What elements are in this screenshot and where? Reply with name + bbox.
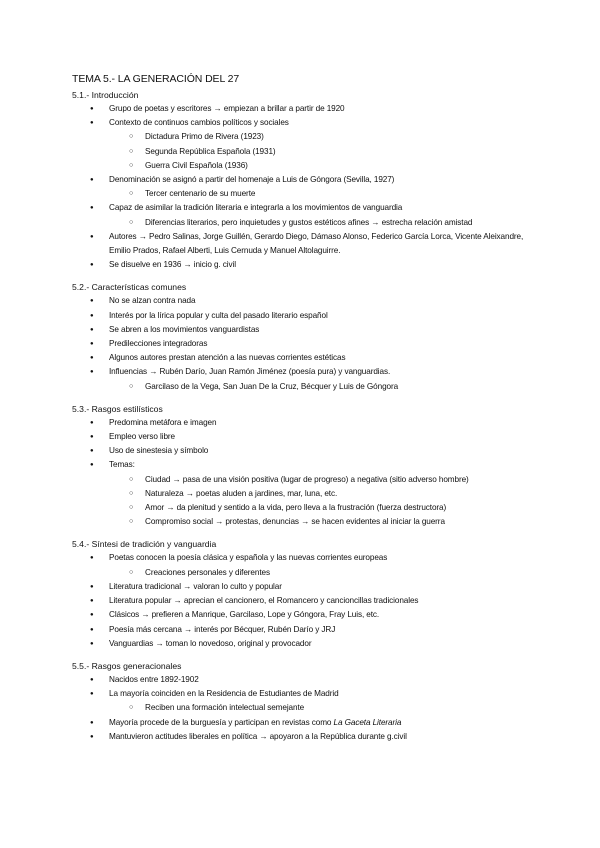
list-item [72, 637, 532, 651]
section-heading: 5.5.- Rasgos generacionales [72, 660, 182, 671]
list-item [72, 687, 532, 701]
list-item-text: Predilecciones integradoras [109, 339, 208, 349]
section-3 [72, 403, 532, 530]
list-item-text: Segunda República Española (1931) [145, 146, 276, 156]
list-item [72, 173, 532, 187]
bullet-list [72, 102, 532, 272]
list-item-text: Amor → da plenitud y sentido a la vida, pero lleva a la frustración (fuerza destructora) [145, 503, 447, 513]
bullet-list [72, 551, 532, 650]
list-item [72, 608, 532, 622]
list-item-text: Reciben una formación intelectual semejante [145, 703, 305, 713]
list-item-text: Autores → Pedro Salinas, Jorge Guillén, Gerardo Diego, Dámaso Alonso, Federico García Lorca, Vicente Aleixandre, Emilio Prados, Rafael Alberti, Luis Cernuda y Manuel Altolaguirre. [109, 231, 524, 256]
list-item-text: Se abren a los movimientos vanguardistas [109, 324, 260, 334]
list-item-text: Predomina metáfora e imagen [109, 417, 217, 427]
list-item-text: Poesía más cercana → interés por Bécquer, Rubén Darío y JRJ [109, 624, 336, 634]
section-heading: 5.1.- Introducción [72, 90, 139, 100]
list-item-text: Dictadura Primo de Rivera (1923) [145, 132, 264, 142]
list-item [72, 430, 532, 444]
section-heading: 5.2.- Características comunes [72, 282, 187, 293]
list-item-text: Literatura popular → aprecian el cancionero, el Romancero y cancioncillas tradicionales [109, 596, 419, 606]
list-item [72, 365, 532, 379]
list-item-text: Capaz de asimilar la tradición literaria e integrarla a los movimientos de vanguardia [109, 203, 403, 213]
sub-list-item [72, 501, 532, 515]
section-1 [72, 89, 532, 272]
section-5 [72, 660, 532, 744]
list-item-text: Interés por la lírica popular y culta del pasado literario español [109, 310, 328, 320]
list-item-text: Literatura tradicional → valoran lo culto y popular [109, 581, 282, 591]
list-item [72, 551, 532, 565]
list-item-text: Compromiso social → protestas, denuncias → se hacen evidentes al iniciar la guerra [145, 517, 445, 527]
list-item-text: Tercer centenario de su muerte [145, 189, 256, 199]
list-item-text: Influencias → Rubén Darío, Juan Ramón Jiménez (poesía pura) y vanguardias. [109, 367, 391, 377]
sub-list-item [72, 130, 532, 144]
list-item [72, 580, 532, 594]
list-item [72, 102, 532, 116]
list-item-text: Naturaleza → poetas aluden a jardines, mar, luna, etc. [145, 488, 338, 498]
list-item-text: Mantuvieron actitudes liberales en política → apoyaron a la República durante g.civil [109, 731, 407, 741]
list-item-text: Se disuelve en 1936 → inicio g. civil [109, 260, 236, 270]
list-item-text: Uso de sinestesia y símbolo [109, 446, 209, 456]
list-item [72, 623, 532, 637]
list-item-text: Guerra Civil Española (1936) [145, 160, 248, 170]
list-item [72, 116, 532, 130]
list-item [72, 594, 532, 608]
list-item-text: Creaciones personales y diferentes [145, 567, 270, 577]
list-item-text: Ciudad → pasa de una visión positiva (lugar de progreso) a negativa (sitio adverso hombre) [145, 474, 469, 484]
list-item [72, 416, 532, 430]
list-item [72, 337, 532, 351]
section-heading: 5.4.- Síntesi de tradición y vanguardia [72, 539, 217, 550]
list-item-text: Grupo de poetas y escritores → empiezan a brillar a partir de 1920 [109, 104, 345, 113]
bullet-list [72, 416, 532, 530]
list-item [72, 201, 532, 215]
list-item-text: Mayoría procede de la burguesía y participan en revistas como [109, 717, 334, 727]
list-item [72, 351, 532, 365]
list-item-text: No se alzan contra nada [109, 296, 196, 306]
document-title: TEMA 5.- LA GENERACIÓN DEL 27 [72, 73, 240, 85]
sub-list-item [72, 473, 532, 487]
list-item-text: Denominación se asignó a partir del homenaje a Luis de Góngora (Sevilla, 1927) [109, 175, 395, 185]
bullet-list [72, 673, 532, 744]
list-item [72, 323, 532, 337]
section-4 [72, 538, 532, 650]
list-item-text: Diferencias literarios, pero inquietudes y gustos estéticos afines → estrecha relación amistad [145, 217, 473, 227]
sub-list-item [72, 487, 532, 501]
sub-list-item [72, 159, 532, 173]
italic-text: La Gaceta Literaria [333, 717, 402, 727]
list-item [72, 309, 532, 323]
list-item-text: Empleo verso libre [109, 432, 176, 442]
list-item-text: La mayoría coinciden en la Residencia de Estudiantes de Madrid [109, 689, 339, 699]
list-item [72, 444, 532, 458]
list-item-text: Vanguardias → toman lo novedoso, original y provocador [109, 638, 312, 648]
list-item-text: Garcilaso de la Vega, San Juan De la Cruz, Bécquer y Luis de Góngora [145, 381, 399, 391]
sub-list-item [72, 701, 532, 715]
list-item-text: Nacidos entre 1892-1902 [109, 674, 199, 684]
section-heading: 5.3.- Rasgos estilísticos [72, 403, 163, 414]
list-item-text: Poetas conocen la poesía clásica y española y las nuevas corrientes europeas [109, 553, 388, 563]
sections-container [72, 89, 532, 744]
list-item-text: Clásicos → prefieren a Manrique, Garcilaso, Lope y Góngora, Fray Luis, etc. [109, 610, 380, 620]
list-item [72, 673, 532, 687]
sub-list-item [72, 515, 532, 529]
list-item [72, 458, 532, 472]
sub-list-item [72, 216, 532, 230]
document-page [72, 72, 532, 753]
sub-list-item [72, 380, 532, 394]
list-item [72, 716, 532, 730]
list-item [72, 294, 532, 308]
bullet-list [72, 294, 532, 393]
section-2 [72, 281, 532, 393]
list-item [72, 730, 532, 744]
list-item-text: Contexto de continuos cambios políticos y sociales [109, 118, 289, 128]
sub-list-item [72, 566, 532, 580]
sub-list-item [72, 187, 532, 201]
list-item [72, 258, 532, 272]
list-item-text: Algunos autores prestan atención a las nuevas corrientes estéticas [109, 353, 346, 363]
list-item [72, 230, 532, 258]
list-item-text: Temas: [109, 460, 135, 470]
sub-list-item [72, 145, 532, 159]
